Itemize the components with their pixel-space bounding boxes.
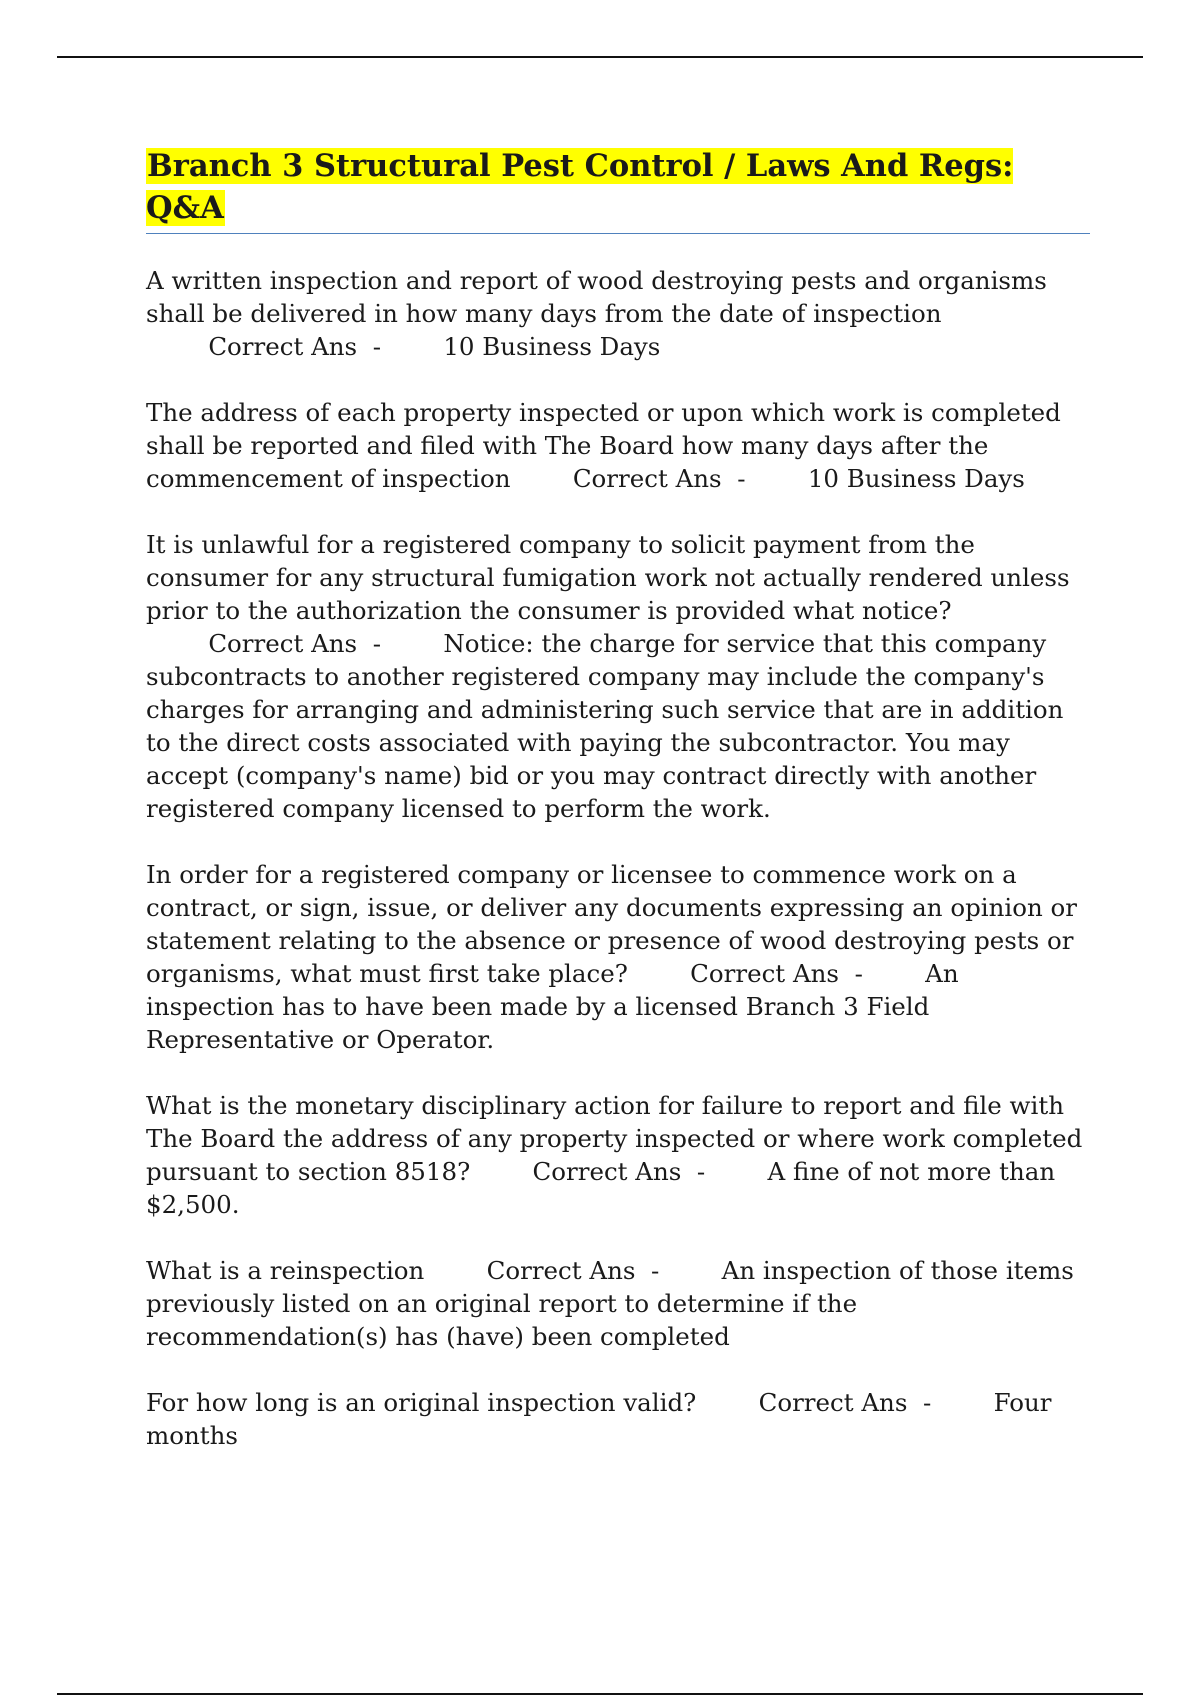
answer-label: Correct Ans <box>208 332 358 361</box>
answer-label: Correct Ans <box>208 629 358 658</box>
qa-item-3: It is unlawful for a registered company to solicit payment from the consumer for any structural fumigation work not actually rendered unless prior to the authorization the consumer is provided what notice? Correct Ans - Notice: the charge for service that this company subcontracts to another registered company may include the company's charges for arranging and administering such service that are in addition to the direct costs associated with paying the subcontractor. You may accept (company's name) bid or you may contract directly with another registered company licensed to perform the work. <box>146 530 1070 823</box>
answer-text: A fine of not more than $2,500. <box>146 1157 1056 1219</box>
answer-text: 10 Business Days <box>807 464 1025 493</box>
document-body <box>146 145 1090 1485</box>
question-text: The address of each property inspected or upon which work is completed shall be reported and filed with The Board how many days after the commencement of inspection <box>146 398 1061 493</box>
qa-item-4: In order for a registered company or licensee to commence work on a contract, or sign, issue, or deliver any documents expressing an opinion or statement relating to the absence or presence of wood destroying pests or organisms, what must first take place? Correct Ans - An inspection has to have been made by a licensed Branch 3 Field Representative or Operator. <box>146 860 1077 1054</box>
answer-label: Correct Ans <box>758 1388 908 1417</box>
qa-item-1: A written inspection and report of wood destroying pests and organisms shall be delivered in how many days from the date of inspection Correct Ans - 10 Business Days <box>146 266 1047 361</box>
document-title: Branch 3 Structural Pest Control / Laws And Regs: Q&A <box>146 148 1014 226</box>
question-text: What is the monetary disciplinary action for failure to report and file with The Board the address of any property inspected or where work completed pursuant to section 8518? <box>146 1091 1083 1186</box>
answer-label: Correct Ans <box>486 1256 636 1285</box>
question-text: What is a reinspection <box>146 1256 425 1285</box>
top-rule <box>57 56 1143 58</box>
answer-text: Four months <box>146 1388 1052 1450</box>
qa-item-6: What is a reinspection Correct Ans - An inspection of those items previously listed on an original report to determine if the recommendation(s) has (have) been completed <box>146 1256 1074 1351</box>
bottom-rule <box>57 1693 1143 1695</box>
answer-text: An inspection has to have been made by a licensed Branch 3 Field Representative or Operator. <box>146 959 959 1054</box>
qa-item-5: What is the monetary disciplinary action for failure to report and file with The Board the address of any property inspected or where work completed pursuant to section 8518? Correct Ans - A fine of not more than $2,500. <box>146 1091 1083 1219</box>
answer-text: An inspection of those items previously listed on an original report to determine if the recommendation(s) has (have) been completed <box>146 1256 1074 1351</box>
question-text: In order for a registered company or licensee to commence work on a contract, or sign, issue, or deliver any documents expressing an opinion or statement relating to the absence or presence of wood destroying pests or organisms, what must first take place? <box>146 860 1077 988</box>
title-block <box>146 145 1090 234</box>
answer-text: Notice: the charge for service that this company subcontracts to another registered company may include the company's charges for arranging and administering such service that are in addition to the direct costs associated with paying the subcontractor. You may accept (company's name) bid or you may contract directly with another registered company licensed to perform the work. <box>146 629 1064 823</box>
question-text: A written inspection and report of wood destroying pests and organisms shall be delivered in how many days from the date of inspection <box>146 266 1047 328</box>
answer-label: Correct Ans <box>532 1157 682 1186</box>
question-text: For how long is an original inspection valid? <box>146 1388 697 1417</box>
answer-text: 10 Business Days <box>443 332 661 361</box>
answer-label: Correct Ans <box>690 959 839 988</box>
qa-item-7: For how long is an original inspection valid? Correct Ans - Four months <box>146 1388 1052 1450</box>
qa-item-2: The address of each property inspected or upon which work is completed shall be reported and filed with The Board how many days after the commencement of inspection Correct Ans - 10 Business Days <box>146 398 1061 493</box>
answer-label: Correct Ans <box>572 464 722 493</box>
question-text: It is unlawful for a registered company to solicit payment from the consumer for any structural fumigation work not actually rendered unless prior to the authorization the consumer is provided what notice? <box>146 530 1070 625</box>
